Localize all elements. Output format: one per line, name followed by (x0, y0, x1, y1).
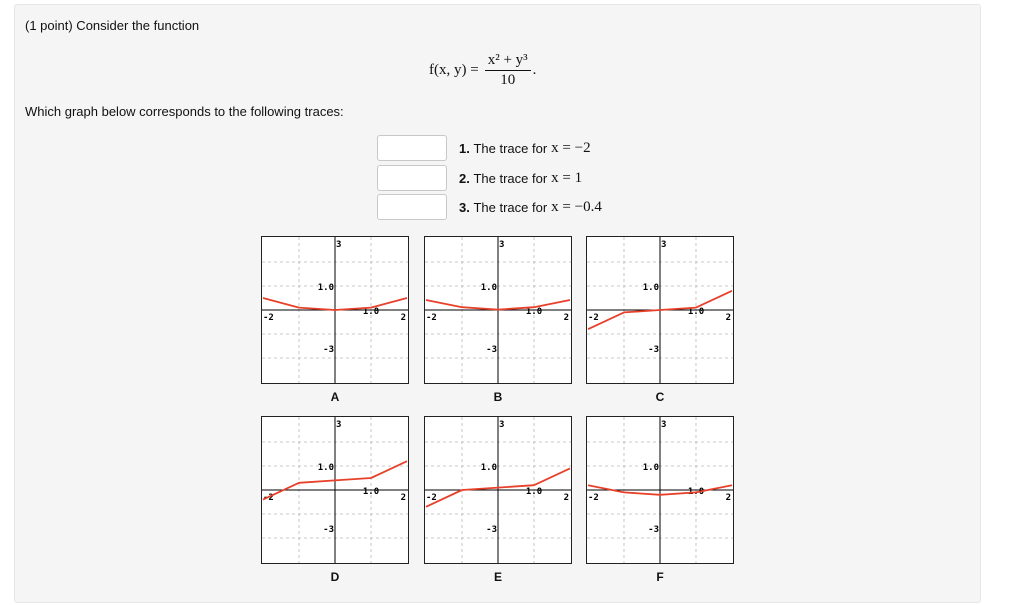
answer-input-3[interactable] (377, 194, 447, 220)
problem-panel (14, 4, 981, 603)
graph-option-e (424, 416, 572, 584)
tick-label-bottom: -3 (648, 525, 659, 535)
graph-letter: F (656, 570, 664, 584)
trace-row-3 (377, 192, 602, 222)
formula-numerator: x² + y³ (485, 52, 531, 71)
graph-letter: C (655, 390, 665, 404)
trace-number: 2. (459, 170, 470, 186)
trace-label-1 (459, 140, 591, 157)
tick-label-left: -2 (588, 313, 599, 323)
tick-label-top: 3 (336, 240, 342, 250)
tick-label-left: -2 (588, 493, 599, 503)
trace-math: x = −0.4 (551, 198, 602, 215)
tick-label-left: -2 (426, 493, 437, 503)
graph-option-d (261, 416, 409, 584)
answer-input-1[interactable] (377, 135, 447, 161)
trace-text: The trace for (473, 170, 548, 186)
graph-option-a (261, 236, 409, 404)
tick-label-x-unit: 1.0 (362, 487, 380, 497)
tick-label-y-unit: 1.0 (317, 283, 334, 293)
graph-option-b (424, 236, 572, 404)
tick-label-y-unit: 1.0 (480, 283, 497, 293)
formula-lhs: f(x, y) = (429, 62, 479, 78)
tick-label-right: 2 (400, 313, 406, 323)
answer-input-2[interactable] (377, 165, 447, 191)
tick-label-right: 2 (725, 313, 731, 323)
tick-label-x-unit: 1.0 (525, 487, 543, 497)
tick-label-left: -2 (263, 493, 274, 503)
tick-label-x-unit: 1.0 (687, 307, 705, 317)
trace-label-2 (459, 170, 582, 187)
graph-letter: D (330, 570, 340, 584)
formula-period: . (532, 62, 537, 78)
tick-label-left: -2 (263, 313, 274, 323)
tick-label-top: 3 (661, 240, 667, 250)
tick-label-bottom: -3 (323, 345, 334, 355)
graph-letter: E (493, 570, 502, 584)
tick-label-x-unit: 1.0 (687, 487, 705, 497)
tick-label-bottom: -3 (648, 345, 659, 355)
problem-intro: (1 point) Consider the function (25, 18, 200, 33)
tick-label-right: 2 (725, 493, 731, 503)
tick-label-bottom: -3 (323, 525, 334, 535)
tick-label-right: 2 (563, 493, 569, 503)
trace-math: x = 1 (551, 169, 583, 186)
trace-math: x = −2 (551, 139, 591, 156)
trace-text: The trace for (473, 199, 548, 215)
tick-label-bottom: -3 (486, 345, 497, 355)
tick-label-top: 3 (336, 420, 342, 430)
trace-row-1 (377, 133, 591, 163)
tick-label-top: 3 (499, 240, 505, 250)
graph-plot (586, 236, 734, 384)
trace-row-2 (377, 163, 582, 193)
graph-letter: A (330, 390, 340, 404)
tick-label-y-unit: 1.0 (317, 463, 334, 473)
function-formula (429, 52, 536, 89)
graph-plot (586, 416, 734, 564)
trace-label-3 (459, 199, 602, 216)
tick-label-x-unit: 1.0 (362, 307, 380, 317)
graph-option-c (586, 236, 734, 404)
question-text: Which graph below corresponds to the following traces: (25, 104, 344, 119)
tick-label-y-unit: 1.0 (642, 283, 659, 293)
graph-plot (424, 416, 572, 564)
tick-label-top: 3 (499, 420, 505, 430)
tick-label-y-unit: 1.0 (480, 463, 497, 473)
tick-label-bottom: -3 (486, 525, 497, 535)
graph-plot (424, 236, 572, 384)
graph-plot (261, 236, 409, 384)
tick-label-left: -2 (426, 313, 437, 323)
graph-option-f (586, 416, 734, 584)
tick-label-top: 3 (661, 420, 667, 430)
formula-denominator: 10 (500, 72, 516, 88)
trace-text: The trace for (473, 140, 548, 156)
graph-letter: B (493, 390, 503, 404)
formula-fraction (485, 52, 531, 89)
tick-label-x-unit: 1.0 (525, 307, 543, 317)
tick-label-right: 2 (400, 493, 406, 503)
tick-label-right: 2 (563, 313, 569, 323)
graph-plot (261, 416, 409, 564)
trace-number: 3. (459, 199, 470, 215)
trace-number: 1. (459, 140, 470, 156)
tick-label-y-unit: 1.0 (642, 463, 659, 473)
